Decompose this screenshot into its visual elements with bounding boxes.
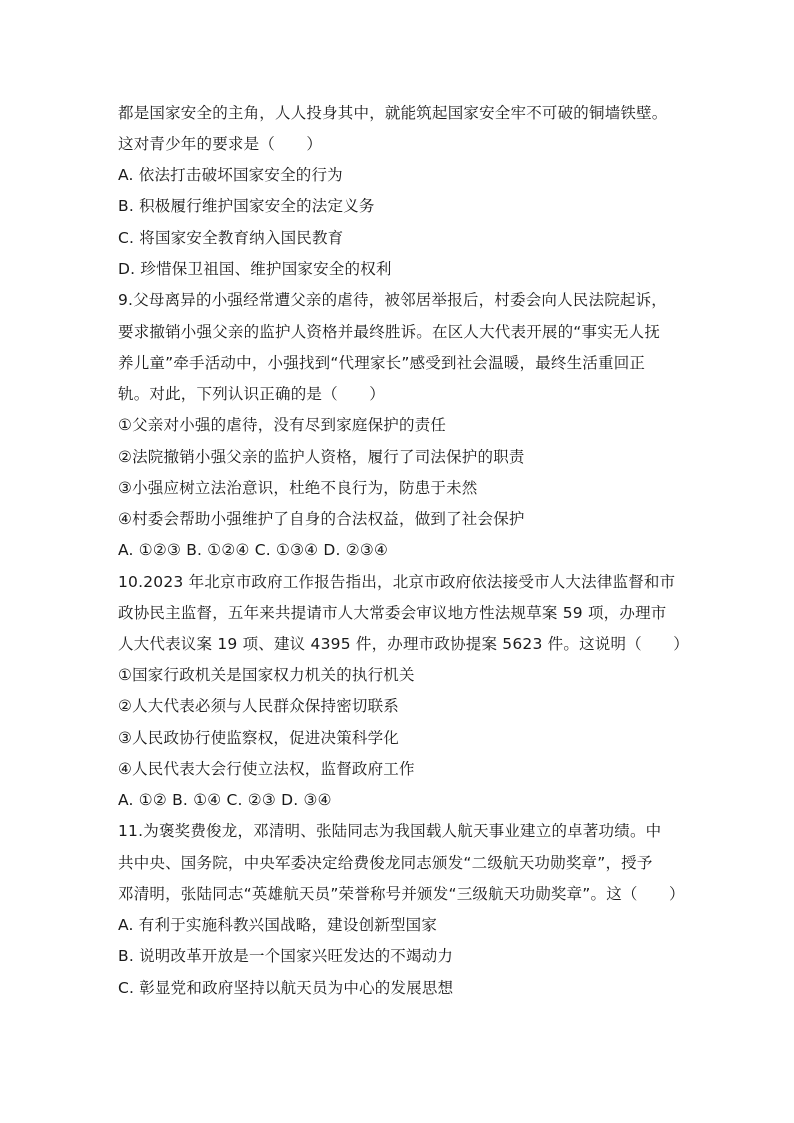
q10-statement-1: ①国家行政机关是国家权力机关的执行机关: [118, 666, 415, 684]
q9-options: A. ①②③ B. ①②④ C. ①③④ D. ②③④: [118, 541, 389, 559]
q11-stem-line-2: 共中央、国务院，中央军委决定给费俊龙同志颁发“二级航天功勋奖章”，授予: [118, 854, 653, 872]
q9-stem-line-1: 9.父母离异的小强经常遭父亲的虐待，被邻居举报后，村委会向人民法院起诉，: [118, 291, 667, 309]
q9-statement-1: ①父亲对小强的虐待，没有尽到家庭保护的责任: [118, 416, 447, 434]
q9-statement-3: ③小强应树立法治意识，杜绝不良行为，防患于未然: [118, 479, 478, 497]
q9-stem-line-3: 养儿童”牵手活动中，小强找到“代理家长”感受到社会温暖，最终生活重回正: [118, 354, 646, 372]
q9-statement-2: ②法院撤销小强父亲的监护人资格，履行了司法保护的职责: [118, 448, 525, 466]
q10-options: A. ①② B. ①④ C. ②③ D. ③④: [118, 791, 332, 809]
q8-option-b: B. 积极履行维护国家安全的法定义务: [118, 197, 375, 215]
q11-option-b: B. 说明改革开放是一个国家兴旺发达的不竭动力: [118, 947, 454, 965]
q9-stem-line-2: 要求撤销小强父亲的监护人资格并最终胜诉。在区人大代表开展的“事实无人抚: [118, 323, 661, 341]
q8-stem-line-1: 都是国家安全的主角，人人投身其中，就能筑起国家安全牢不可破的铜墙铁壁。: [118, 104, 668, 122]
q10-statement-4: ④人民代表大会行使立法权，监督政府工作: [118, 760, 415, 778]
q9-stem-line-4: 轨。对此，下列认识正确的是（ ）: [118, 385, 385, 403]
q8-stem-line-2: 这对青少年的要求是（ ）: [118, 135, 323, 153]
q9-statement-4: ④村委会帮助小强维护了自身的合法权益，做到了社会保护: [118, 510, 525, 528]
q8-option-c: C. 将国家安全教育纳入国民教育: [118, 229, 344, 247]
q10-statement-3: ③人民政协行使监察权，促进决策科学化: [118, 729, 399, 747]
q8-option-a: A. 依法打击破坏国家安全的行为: [118, 166, 343, 184]
q11-stem-line-3: 邓清明，张陆同志“英雄航天员”荣誉称号并颁发“三级航天功勋奖章”。这（ ）: [118, 885, 685, 903]
q10-stem-line-3: 人大代表议案 19 项、建议 4395 件，办理市政协提案 5623 件。这说明（ ）: [118, 635, 689, 653]
q11-option-a: A. 有利于实施科教兴国战略，建设创新型国家: [118, 916, 438, 934]
q11-stem-line-1: 11.为褒奖费俊龙，邓清明、张陆同志为我国载人航天事业建立的卓著功绩。中: [118, 822, 662, 840]
q11-option-c: C. 彰显党和政府坚持以航天员为中心的发展思想: [118, 979, 454, 997]
q10-stem-line-2: 政协民主监督，五年来共提请市人大常委会审议地方性法规草案 59 项，办理市: [118, 604, 667, 622]
q10-statement-2: ②人大代表必须与人民群众保持密切联系: [118, 697, 399, 715]
q8-option-d: D. 珍惜保卫祖国、维护国家安全的权利: [118, 260, 392, 278]
q10-stem-line-1: 10.2023 年北京市政府工作报告指出，北京市政府依法接受市人大法律监督和市: [118, 573, 676, 591]
